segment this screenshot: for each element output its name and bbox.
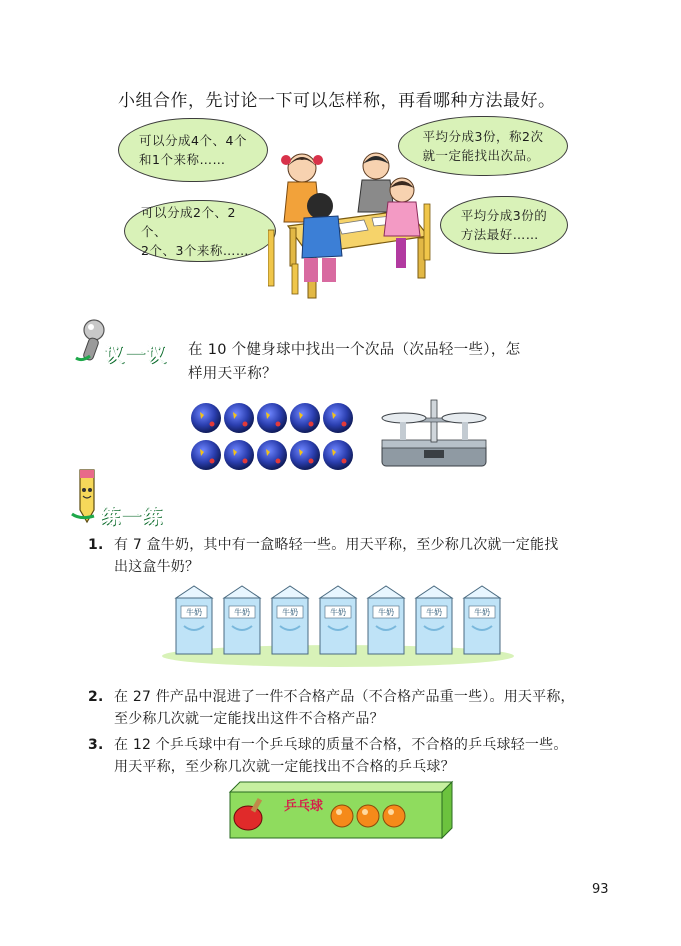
- fitness-ball: [323, 440, 353, 470]
- think-badge: [104, 338, 167, 367]
- exercise-2: [88, 686, 648, 730]
- fitness-ball: [290, 440, 320, 470]
- milk-carton: [220, 584, 264, 656]
- fitness-balls-group: [190, 400, 356, 474]
- milk-cartons-row: [172, 584, 512, 658]
- milk-carton: [364, 584, 408, 656]
- fitness-ball: [224, 403, 254, 433]
- bubble-3-line2: 2个、3个来称……: [141, 242, 249, 258]
- bubble-3-line1: 可以分成2个、2个、: [141, 204, 236, 239]
- exercise-3: [88, 734, 648, 778]
- intro-text: 小组合作，先讨论一下可以怎样称，再看哪种方法最好。: [118, 91, 556, 111]
- bubble-1-line2: 和1个来称……: [139, 152, 226, 167]
- pingpong-label: 乒乓球: [284, 799, 324, 814]
- milk-carton: [412, 584, 456, 656]
- bubble-4-line1: 平均分成3份的: [460, 208, 548, 223]
- think-question: [188, 338, 608, 386]
- fitness-ball: [257, 440, 287, 470]
- pingpong-ball: [357, 805, 379, 827]
- pingpong-box: [226, 778, 456, 840]
- milk-carton-label: 牛奶: [330, 608, 346, 617]
- page-number: 93: [592, 882, 609, 897]
- children-discussion-illustration: [268, 146, 436, 302]
- exercise-3-number: 3.: [88, 737, 104, 753]
- milk-carton: [460, 584, 504, 656]
- milk-carton-label: 牛奶: [378, 608, 394, 617]
- exercise-1-line1: 有 7 盒牛奶，其中有一盒略轻一些。用天平称，至少称几次就一定能找: [114, 537, 559, 553]
- think-question-line2: 样用天平称？: [188, 366, 277, 382]
- practice-badge: [100, 500, 163, 529]
- exercise-3-line2: 用天平称，至少称几次就一定能找出不合格的乒乓球？: [114, 759, 455, 775]
- milk-carton: [316, 584, 360, 656]
- bubble-4-line2: 方法最好……: [460, 227, 539, 242]
- fitness-ball: [290, 403, 320, 433]
- fitness-ball: [323, 403, 353, 433]
- fitness-ball: [191, 440, 221, 470]
- fitness-ball: [257, 403, 287, 433]
- speech-bubble-1: [118, 118, 268, 182]
- milk-carton-label: 牛奶: [186, 608, 202, 617]
- milk-carton-label: 牛奶: [426, 608, 442, 617]
- pingpong-ball: [383, 805, 405, 827]
- exercise-2-line1: 在 27 件产品中混进了一件不合格产品（不合格产品重一些）。用天平称，: [114, 689, 575, 705]
- balance-scale-icon: [378, 394, 490, 470]
- exercise-1: [88, 534, 628, 578]
- practice-badge-label: 练一练: [100, 504, 163, 528]
- bubble-2-line1: 平均分成3份，称2次: [422, 129, 544, 144]
- milk-carton: [172, 584, 216, 656]
- think-badge-label: 议一议: [104, 342, 167, 366]
- exercise-2-number: 2.: [88, 689, 104, 705]
- think-question-line1: 在 10 个健身球中找出一个次品（次品轻一些），怎: [188, 342, 521, 358]
- milk-carton-label: 牛奶: [282, 608, 298, 617]
- speech-bubble-4: [440, 196, 568, 254]
- exercise-3-line1: 在 12 个乒乓球中有一个乒乓球的质量不合格，不合格的乒乓球轻一些。: [114, 737, 568, 753]
- fitness-ball: [224, 440, 254, 470]
- bubble-2-line2: 就一定能找出次品。: [422, 148, 540, 163]
- speech-bubble-3: [124, 200, 276, 262]
- fitness-ball: [191, 403, 221, 433]
- pingpong-ball: [331, 805, 353, 827]
- milk-carton-label: 牛奶: [474, 608, 490, 617]
- paddle-icon: [234, 806, 262, 830]
- exercise-1-line2: 出这盒牛奶？: [114, 559, 200, 575]
- milk-carton-label: 牛奶: [234, 608, 250, 617]
- milk-carton: [268, 584, 312, 656]
- exercise-2-line2: 至少称几次就一定能找出这件不合格产品？: [114, 711, 384, 727]
- bubble-1-line1: 可以分成4个、4个: [139, 133, 247, 148]
- exercise-1-number: 1.: [88, 537, 104, 553]
